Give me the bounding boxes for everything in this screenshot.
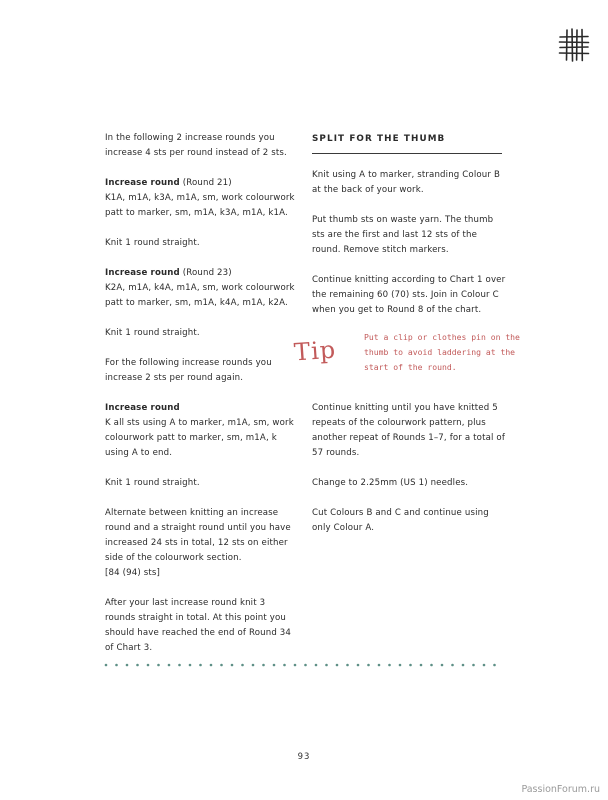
divider-dot	[136, 664, 139, 667]
divider-dot	[283, 664, 286, 667]
divider-dot	[367, 664, 370, 667]
thumb-step-4: Continue knitting until you have knitted 5 repeats of the colourwork pattern, plus another repeat of Rounds 1–7, for a total of 57 rounds.	[312, 403, 506, 458]
divider-dot	[220, 664, 223, 667]
divider-dot	[189, 664, 192, 667]
divider-dot	[210, 664, 213, 667]
divider-dot	[472, 664, 475, 667]
divider-dot	[336, 664, 339, 667]
increase-instructions-21: K1A, m1A, k3A, m1A, sm, work colourwork patt to marker, sm, m1A, k3A, m1A, k1A.	[105, 193, 295, 218]
divider-dot	[399, 664, 402, 667]
divider-dot	[115, 664, 118, 667]
divider-dot	[315, 664, 318, 667]
right-column	[312, 131, 507, 333]
divider-dot	[241, 664, 244, 667]
divider-dot	[157, 664, 160, 667]
divider-dot	[262, 664, 265, 667]
straight-round-1: Knit 1 round straight.	[105, 238, 200, 248]
divider-dot	[462, 664, 465, 667]
increase-instructions: K all sts using A to marker, m1A, sm, work colourwork patt to marker, sm, m1A, k using A to end.	[105, 418, 294, 458]
divider-dot	[493, 664, 496, 667]
straight-round-3: Knit 1 round straight.	[105, 478, 200, 488]
increase-instructions-23: K2A, m1A, k4A, m1A, sm, work colourwork patt to marker, sm, m1A, k4A, m1A, k2A.	[105, 283, 295, 308]
divider-dot	[441, 664, 444, 667]
left-column	[105, 131, 295, 671]
tip-text: Put a clip or clothes pin on the thumb to avoid laddering at the start of the round.	[364, 332, 520, 372]
watermark: PassionForum.ru	[521, 784, 600, 795]
grid-icon	[558, 28, 590, 62]
divider-dot	[409, 664, 412, 667]
alternate-paragraph: Alternate between knitting an increase round and a straight round until you have increased 24 sts in total, 12 sts on either side of the colourwork section. [84 (94) sts]	[105, 508, 291, 578]
intro-paragraph: In the following 2 increase rounds you increase 4 sts per round instead of 2 sts.	[105, 133, 287, 158]
divider-dot	[430, 664, 433, 667]
divider-dot	[346, 664, 349, 667]
increase-heading-23: Increase round (Round 23)	[105, 268, 232, 278]
straight-round-2: Knit 1 round straight.	[105, 328, 200, 338]
divider-dot	[388, 664, 391, 667]
section-heading: SPLIT FOR THE THUMB	[312, 131, 502, 154]
divider-dot	[294, 664, 297, 667]
increase-heading-21: Increase round (Round 21)	[105, 178, 232, 188]
divider-dot	[231, 664, 234, 667]
increase-note: For the following increase rounds you increase 2 sts per round again.	[105, 358, 272, 383]
divider-dot	[178, 664, 181, 667]
divider-dot	[168, 664, 171, 667]
divider-dot	[357, 664, 360, 667]
final-paragraph: After your last increase round knit 3 rounds straight in total. At this point you should have reached the end of Round 34 of Chart 3.	[105, 598, 292, 653]
right-column-lower	[312, 401, 507, 551]
thumb-step-1: Knit using A to marker, stranding Colour B at the back of your work.	[312, 170, 500, 195]
divider-dot	[147, 664, 150, 667]
divider-dot	[273, 664, 276, 667]
thumb-step-6: Cut Colours B and C and continue using only Colour A.	[312, 508, 489, 533]
thumb-step-3: Continue knitting according to Chart 1 over the remaining 60 (70) sts. Join in Colour C when you get to Round 8 of the chart.	[312, 275, 506, 315]
dotted-divider	[104, 662, 506, 668]
increase-heading: Increase round	[105, 403, 180, 413]
divider-dot	[199, 664, 202, 667]
thumb-step-2: Put thumb sts on waste yarn. The thumb sts are the first and last 12 sts of the round. Remove stitch markers.	[312, 215, 494, 255]
divider-dot	[378, 664, 381, 667]
divider-dot	[105, 664, 108, 667]
tip-label: Tip	[293, 335, 337, 367]
divider-dot	[483, 664, 486, 667]
divider-dot	[252, 664, 255, 667]
thumb-step-5: Change to 2.25mm (US 1) needles.	[312, 478, 469, 488]
divider-dot	[451, 664, 454, 667]
divider-dot	[420, 664, 423, 667]
divider-dot	[126, 664, 129, 667]
divider-dot	[304, 664, 307, 667]
page-number: 93	[297, 752, 311, 762]
divider-dot	[325, 664, 328, 667]
